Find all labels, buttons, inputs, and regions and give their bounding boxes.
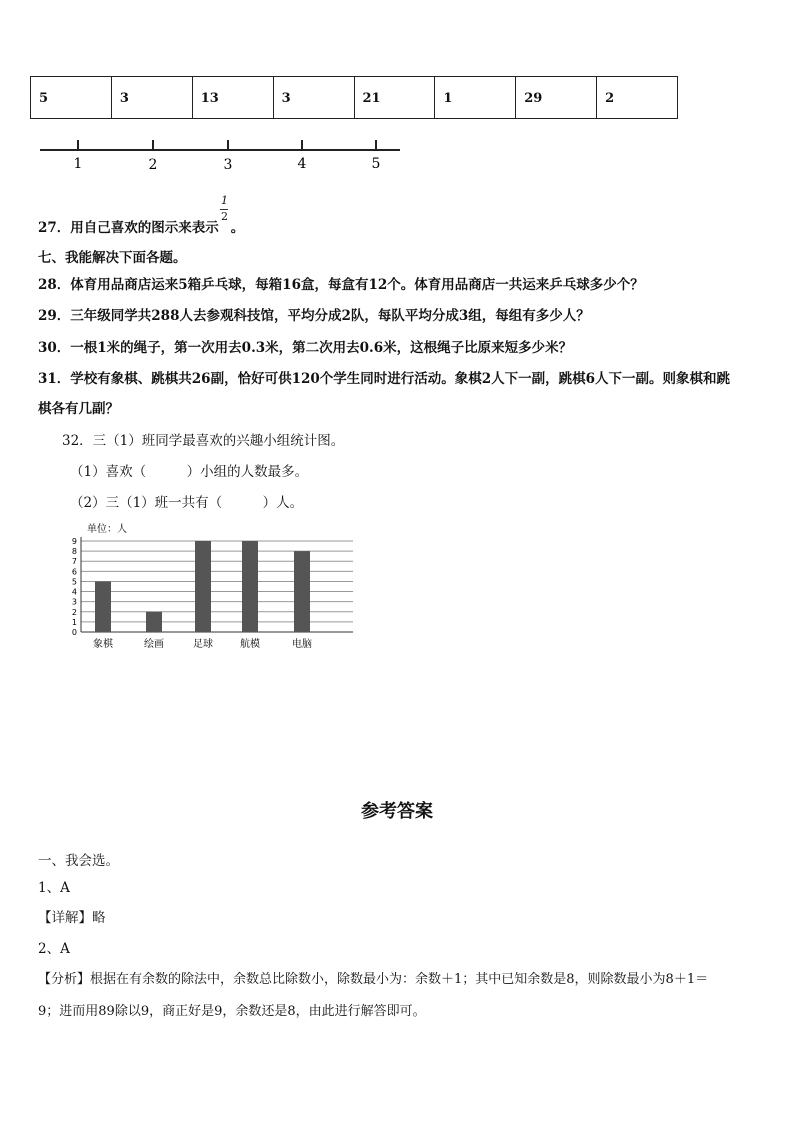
answer-2: 2、A: [38, 941, 70, 957]
y-tick-label: 1: [71, 617, 77, 627]
answer-section-1: 一、我会选。: [38, 853, 119, 869]
x-category-label: 电脑: [292, 639, 312, 650]
question-32-part1: （1）喜欢（ ）小组的人数最多。: [70, 464, 309, 480]
y-tick-label: 2: [71, 607, 77, 617]
answer-1: 1、A: [38, 880, 70, 896]
table-cell: 3: [274, 77, 355, 118]
answer-1-detail: 【详解】略: [38, 910, 106, 926]
y-tick-label: 9: [71, 537, 77, 546]
question-31-line1: 31．学校有象棋、跳棋共26副，恰好可供120个学生同时进行活动。象棋2人下一副，跳棋6人下一副。则象棋和跳: [38, 371, 731, 387]
fraction-numerator: 1: [221, 194, 228, 207]
y-tick-label: 5: [71, 577, 77, 587]
bar-4: [242, 541, 258, 632]
x-category-label: 航模: [240, 639, 260, 650]
bar-5: [294, 551, 310, 632]
answer-2-analysis-line2: 9；进而用89除以9，商正好是9，余数还是8，由此进行解答即可。: [38, 1004, 426, 1019]
answer-2-analysis-line1: 【分析】根据在有余数的除法中，余数总比除数小，除数最小为：余数＋1；其中已知余数是8，则除数最小为8＋1＝: [38, 972, 709, 987]
x-category-label: 象棋: [93, 639, 113, 650]
question-27-end: 。: [230, 220, 245, 236]
question-29: 29．三年级同学共288人去参观科技馆，平均分成2队，每队平均分成3组，每组有多少人？: [38, 308, 590, 324]
bar-2: [146, 612, 162, 632]
number-line-label: 5: [371, 156, 381, 172]
y-tick-label: 0: [71, 628, 77, 637]
answer-table-row: [30, 76, 678, 119]
number-line-label: 4: [297, 156, 307, 172]
question-27: [38, 216, 244, 236]
y-tick-label: 4: [71, 587, 77, 597]
bar-3: [195, 541, 211, 632]
table-cell: 29: [516, 77, 597, 118]
number-line: [36, 132, 406, 174]
question-27-text: 27．用自己喜欢的图示来表示: [38, 220, 219, 236]
fraction-denominator: 2: [221, 210, 228, 223]
number-line-label: 3: [223, 157, 233, 173]
chart-unit-label: 单位：人: [87, 524, 127, 535]
table-cell: 2: [605, 91, 615, 106]
table-cell: 13: [193, 77, 274, 118]
section-7-title: 七、我能解决下面各题。: [38, 250, 187, 266]
number-line-label: 2: [148, 157, 158, 173]
answer-heading: 参考答案: [361, 801, 433, 822]
y-tick-label: 8: [71, 547, 77, 557]
question-31-line2: 棋各有几副？: [38, 401, 119, 417]
table-cell: 5: [31, 77, 112, 118]
y-tick-label: 3: [71, 597, 77, 607]
question-28: 28．体育用品商店运来5箱乒乓球，每箱16盒，每盒有12个。体育用品商店一共运来乒乓球多少个？: [38, 277, 644, 293]
bar-chart-svg: [65, 520, 365, 660]
y-tick-label: 7: [71, 557, 77, 567]
table-cell: 1: [435, 77, 516, 118]
y-tick-label: 6: [71, 567, 77, 577]
table-cell: 21: [355, 77, 436, 118]
question-30: 30．一根1米的绳子，第一次用去0.3米，第二次用去0.6米，这根绳子比原来短多少米？: [38, 340, 573, 356]
interest-group-bar-chart: [65, 520, 365, 660]
question-32: 32．三（1）班同学最喜欢的兴趣小组统计图。: [62, 433, 345, 449]
question-32-part2: （2）三（1）班一共有（ ）人。: [70, 495, 304, 511]
x-category-label: 绘画: [144, 639, 164, 650]
bar-1: [95, 581, 111, 632]
x-category-label: 足球: [193, 639, 213, 650]
number-line-label: 1: [73, 156, 83, 172]
table-cell: 3: [112, 77, 193, 118]
